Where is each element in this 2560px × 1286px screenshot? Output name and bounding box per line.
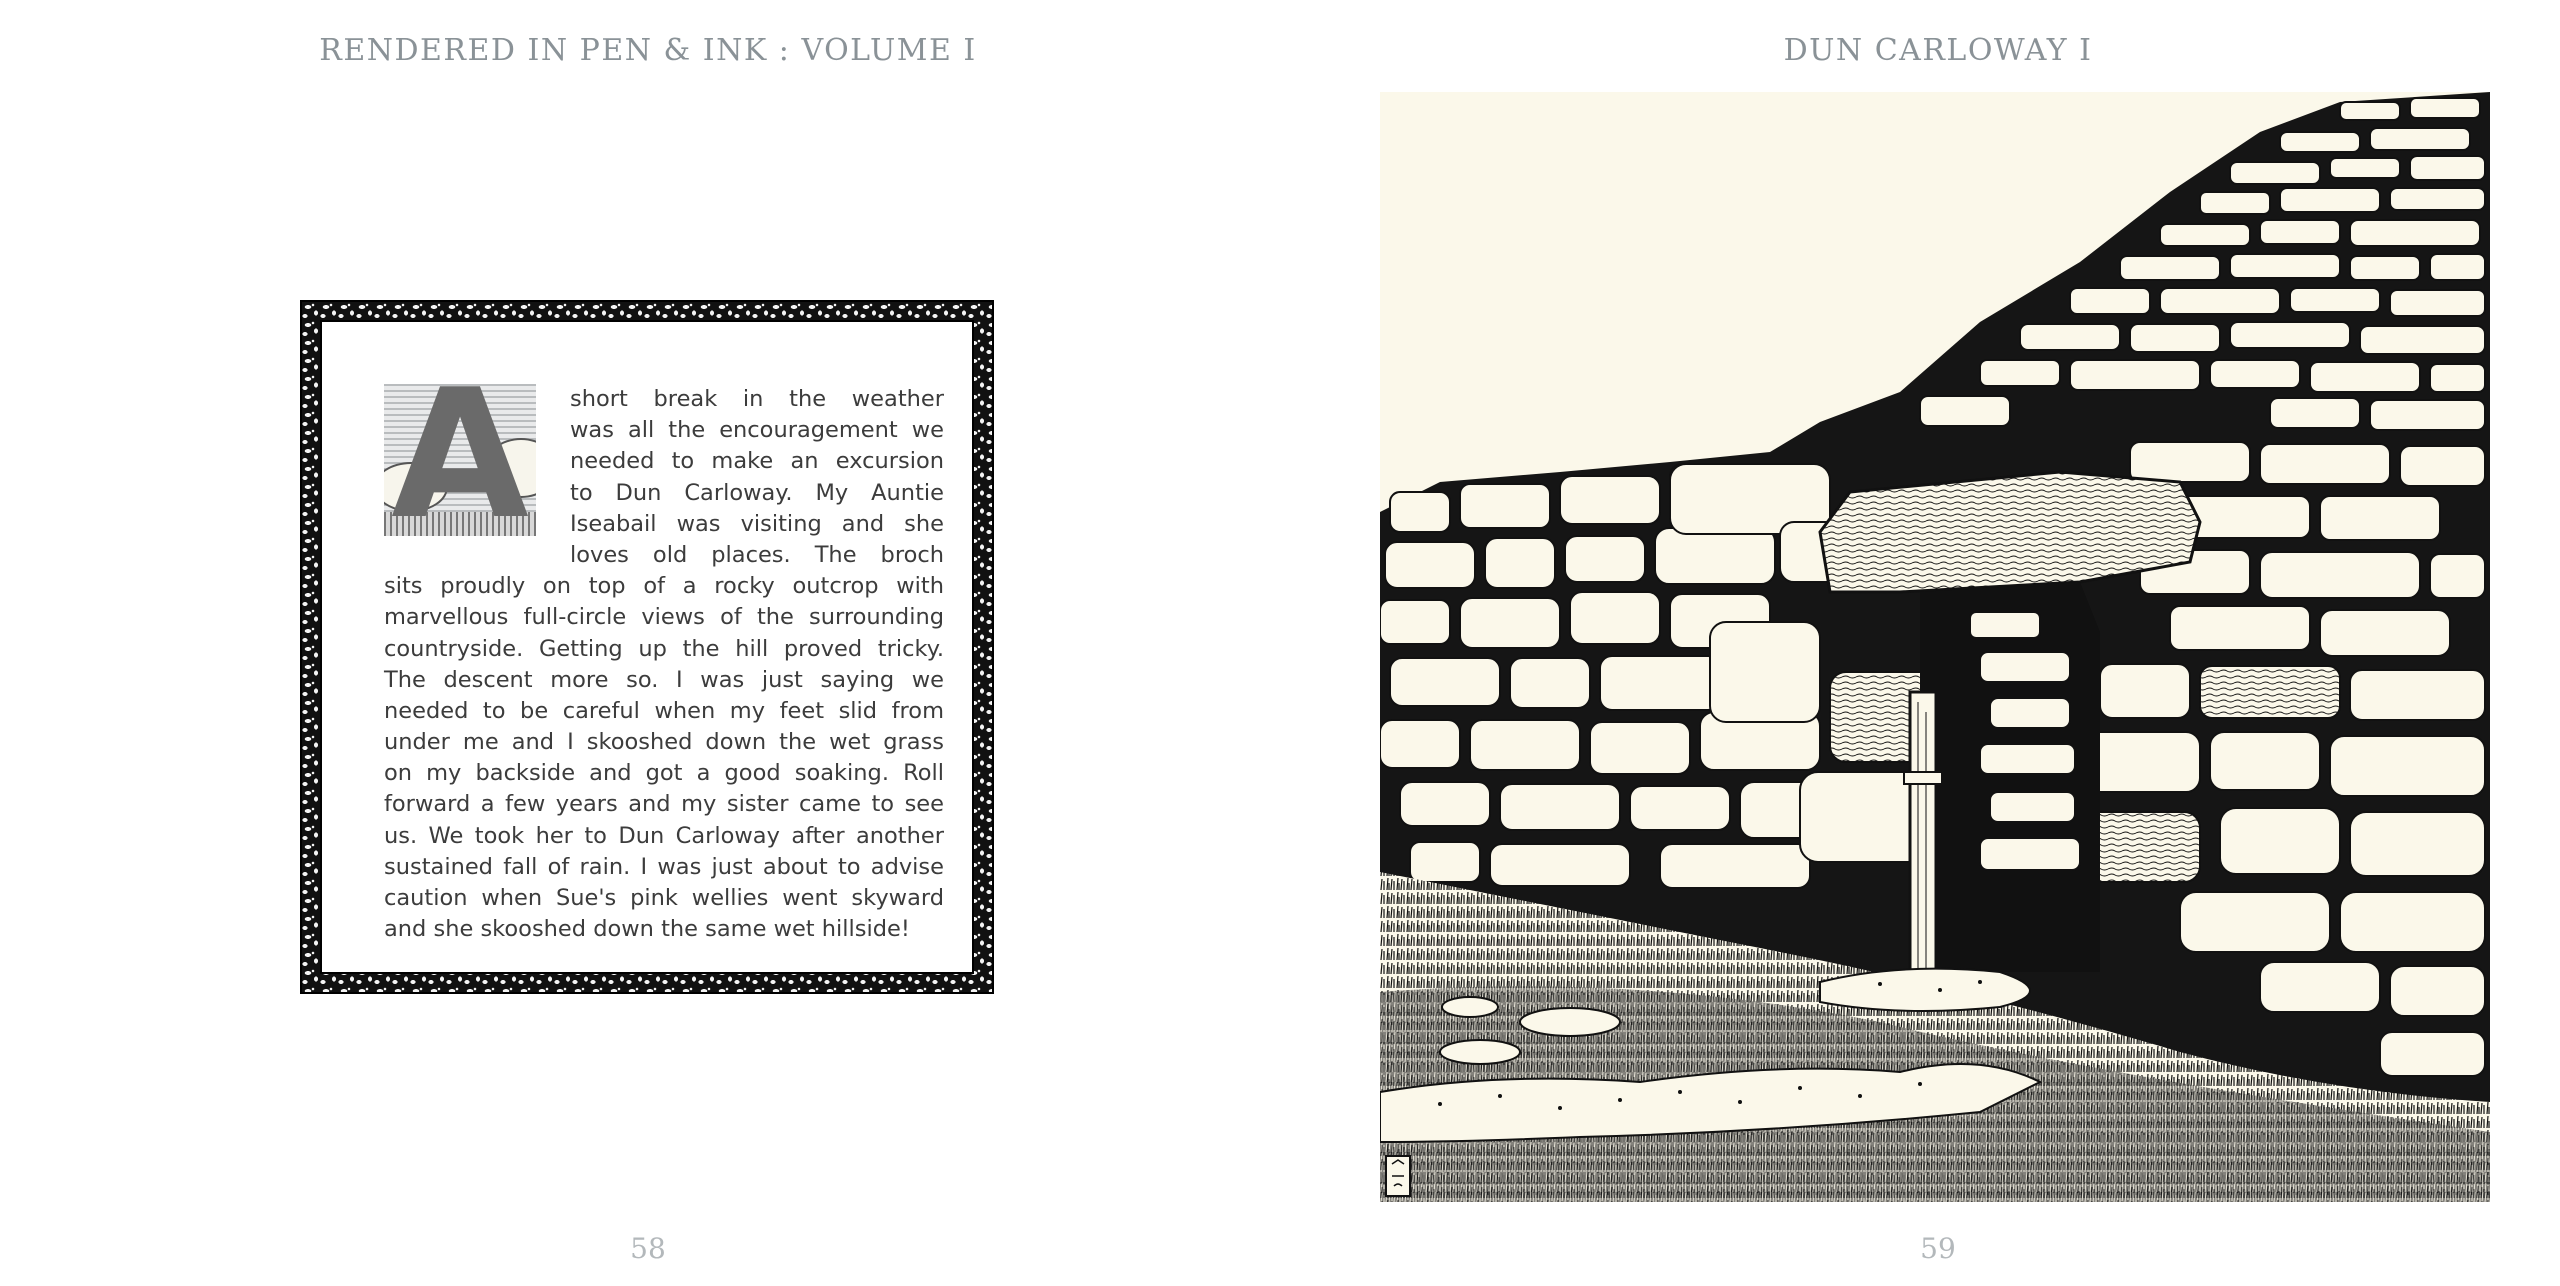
text-line: Iseabail was visiting and she: [570, 510, 944, 537]
text-line: on my backside and got a good soaking. Roll: [384, 760, 944, 787]
text-line: loves old places. The broch: [570, 541, 944, 568]
story-text: [384, 384, 944, 945]
running-head-right: DUN CARLOWAY I: [1783, 33, 2093, 68]
text-line: short break in the weather: [570, 386, 944, 412]
text-line: caution when Sue's pink wellies went skyward: [384, 885, 944, 911]
text-line: us. We took her to Dun Carloway after another: [384, 822, 944, 849]
decorative-pebble-frame: [300, 300, 994, 994]
drop-cap-letter: A: [391, 384, 529, 536]
text-panel: [320, 320, 974, 974]
running-head-left: RENDERED IN PEN & INK : VOLUME I: [319, 33, 977, 68]
text-line: and she skooshed down the same wet hillside!: [384, 916, 910, 943]
text-line: under me and I skooshed down the wet grass: [384, 729, 944, 756]
text-line: was all the encouragement we: [570, 417, 944, 444]
page-number-right: 59: [1920, 1232, 1956, 1265]
text-line: The descent more so. I was just saying we: [384, 666, 944, 693]
text-line: sustained fall of rain. I was just about to advise: [384, 853, 944, 880]
text-line: marvellous full-circle views of the surrounding: [384, 604, 944, 631]
text-line: needed to be careful when my feet slid from: [384, 697, 944, 724]
page-number-left: 58: [630, 1232, 666, 1265]
text-line: to Dun Carloway. My Auntie: [570, 479, 944, 506]
text-line: forward a few years and my sister came to see: [384, 791, 944, 818]
text-line: countryside. Getting up the hill proved tricky.: [384, 635, 944, 662]
broch-stone-wall-drawing-icon: [1380, 92, 2490, 1202]
broch-illustration: [1380, 92, 2490, 1202]
text-line: needed to make an excursion: [570, 448, 944, 475]
text-line: sits proudly on top of a rocky outcrop with: [384, 573, 944, 600]
